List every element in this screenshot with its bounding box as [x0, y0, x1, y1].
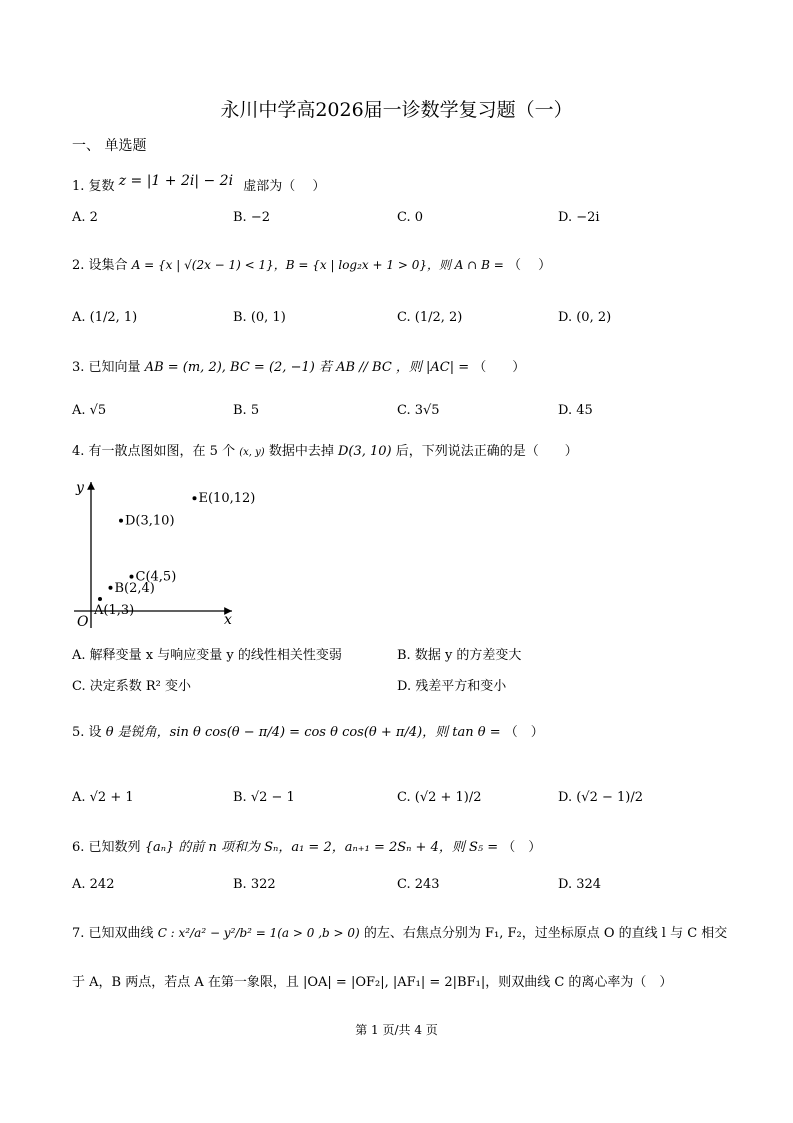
question-4-option-d: D. 残差平方和变小 — [397, 679, 507, 694]
scatter-label-a: A(1,3) — [94, 603, 135, 618]
question-1-option-b: B. −2 — [233, 210, 270, 225]
question-3-stem: 3. 已知向量 AB = (m, 2), BC = (2, −1) 若 AB // BC ，则 |AC| = （ ） — [72, 360, 526, 375]
question-1-option-d: D. −2i — [558, 210, 600, 225]
question-5-option-b: B. √2 − 1 — [233, 790, 295, 805]
scatter-label-c: C(4,5) — [135, 569, 177, 585]
page-title: 永川中学高2026届一诊数学复习题（一） — [220, 99, 573, 121]
question-5-option-d: D. (√2 − 1)/2 — [558, 790, 644, 805]
question-4-option-a: A. 解释变量 x 与响应变量 y 的线性相关性变弱 — [72, 648, 342, 663]
origin-label: O — [77, 614, 89, 630]
scatter-point-c — [130, 575, 134, 579]
question-1-stem: 1. 复数 z = |1 + 2i| − 2i 虚部为（ ） — [72, 173, 326, 194]
question-2-option-b: B. (0, 1) — [233, 310, 286, 325]
scatter-point-e — [193, 496, 197, 500]
question-5-stem: 5. 设 θ 是锐角，sin θ cos(θ − π/4) = cos θ cos(θ + π/4)，则 tan θ = （ ） — [72, 725, 544, 740]
question-3-option-d: D. 45 — [558, 403, 593, 418]
question-6-option-c: C. 243 — [397, 877, 440, 892]
question-4-stem: 4. 有一散点图如图，在 5 个 (x, y) 数据中去掉 D(3, 10) 后，下列说法正确的是（ ） — [72, 444, 578, 459]
question-7-stem: 7. 已知双曲线 C : x²/a² − y²/b² = 1(a > 0 ,b > 0) 的左、右焦点分别为 F₁, F₂，过坐标原点 O 的直线 l 与 C 相交 — [72, 926, 728, 941]
x-axis-label: x — [224, 612, 232, 628]
question-6-option-d: D. 324 — [558, 877, 602, 892]
question-2-option-d: D. (0, 2) — [558, 310, 612, 325]
scatter-label-b: B(2,4) — [114, 580, 155, 596]
question-7-stem-line2: 于 A，B 两点，若点 A 在第一象限，且 |OA| = |OF₂|, |AF₁| = 2|BF₁|，则双曲线 C 的离心率为（ ） — [72, 975, 673, 990]
scatter-point-b — [109, 586, 113, 590]
scatter-point-d — [119, 519, 123, 523]
question-5-option-c: C. (√2 + 1)/2 — [397, 790, 482, 805]
scatter-plot — [72, 476, 256, 632]
question-6-option-b: B. 322 — [233, 877, 276, 892]
question-2-option-a: A. (1/2, 1) — [72, 310, 138, 325]
question-4-option-c: C. 决定系数 R² 变小 — [72, 679, 192, 694]
question-6-option-a: A. 242 — [72, 877, 115, 892]
question-5-option-a: A. √2 + 1 — [72, 790, 134, 805]
question-6-stem: 6. 已知数列 {aₙ} 的前 n 项和为 Sₙ，a₁ = 2，aₙ₊₁ = 2Sₙ + 4，则 S₅ = （ ） — [72, 840, 542, 855]
question-1-option-a: A. 2 — [72, 210, 98, 225]
question-3-option-a: A. √5 — [72, 403, 107, 418]
scatter-point-a — [98, 597, 102, 601]
page-footer: 第 1 页/共 4 页 — [355, 1023, 438, 1037]
scatter-label-e: E(10,12) — [198, 491, 256, 507]
scatter-label-d: D(3,10) — [125, 513, 175, 529]
question-2-stem: 2. 设集合 A = {x | √(2x − 1) < 1}，B = {x | log₂x + 1 > 0}，则 A ∩ B = （ ） — [72, 258, 552, 273]
section-heading: 一、 单选题 — [72, 138, 147, 154]
question-2-option-c: C. (1/2, 2) — [397, 310, 463, 325]
question-4-option-b: B. 数据 y 的方差变大 — [397, 648, 522, 663]
question-3-option-c: C. 3√5 — [397, 403, 440, 418]
question-3-option-b: B. 5 — [233, 403, 260, 418]
y-axis-label: y — [76, 480, 84, 496]
question-1-option-c: C. 0 — [397, 210, 424, 225]
